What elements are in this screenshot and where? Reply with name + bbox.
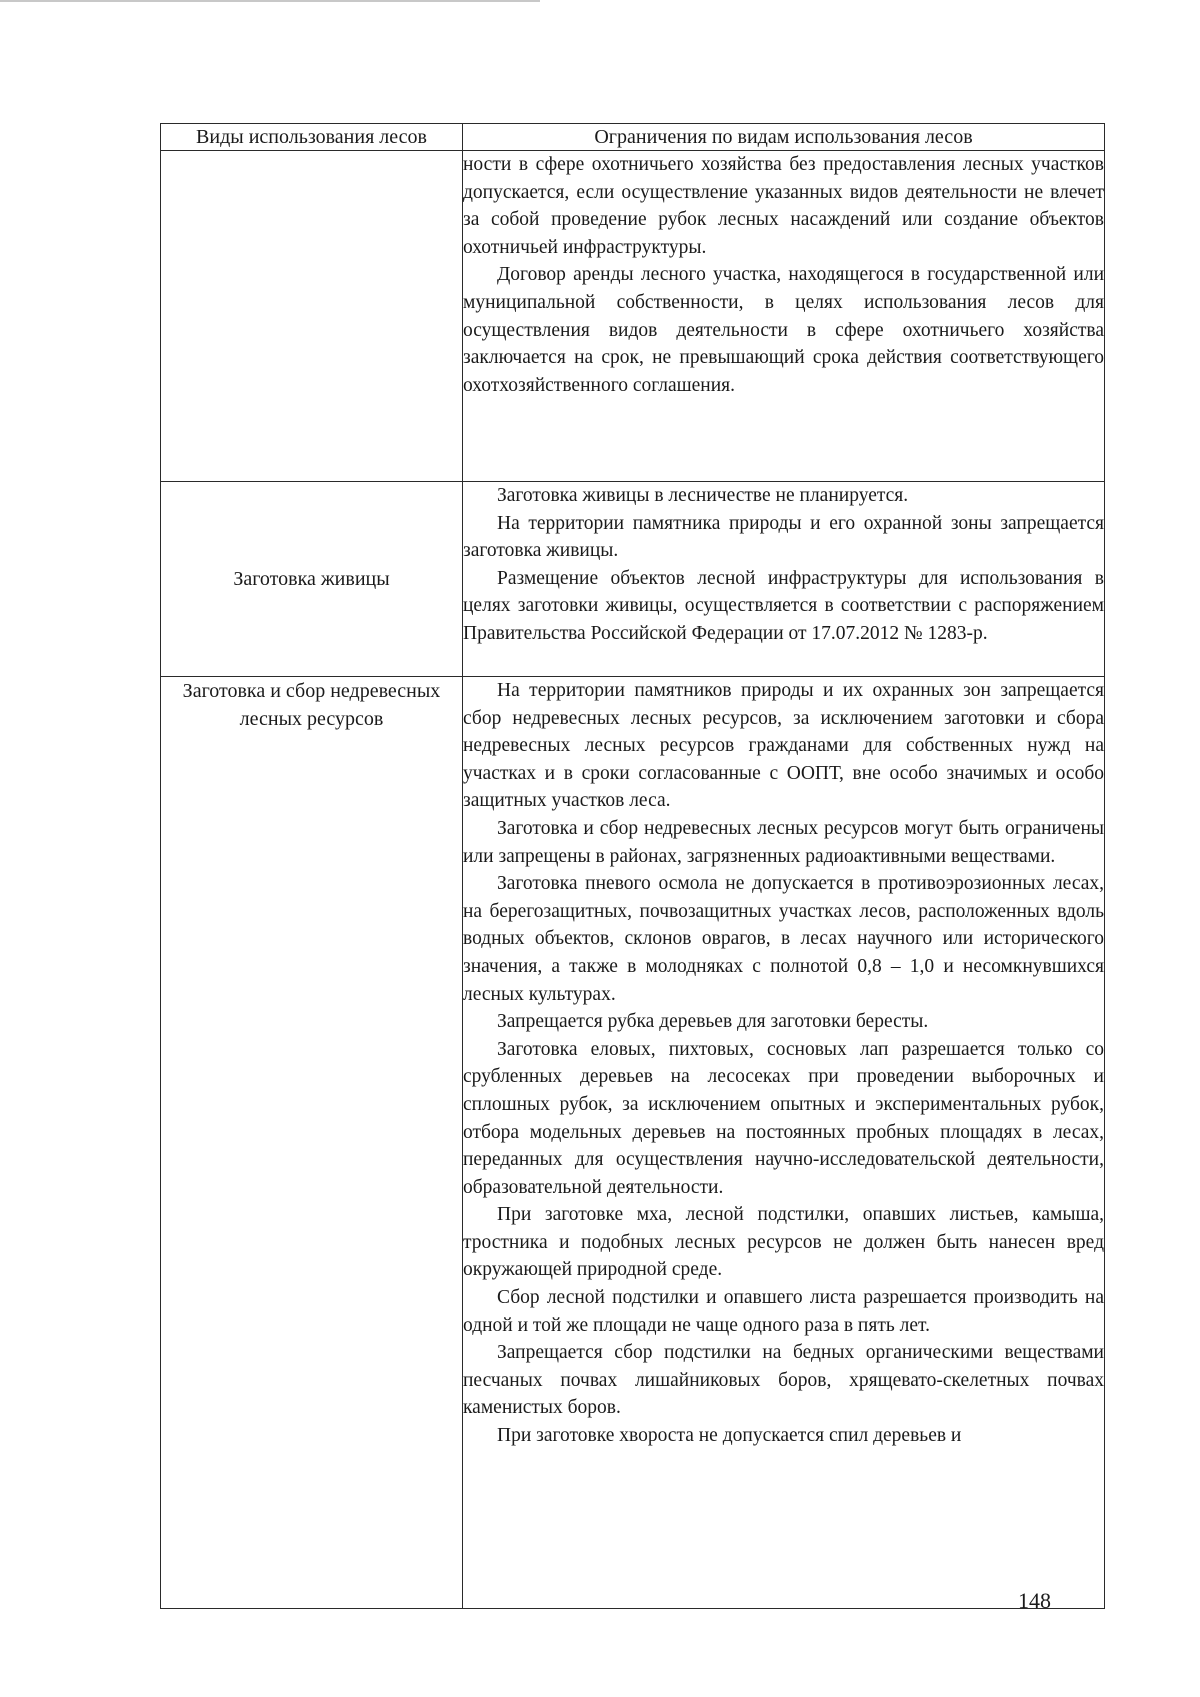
paragraph: На территории памятников природы и их охранных зон запрещается сбор недревесных лесных ресурсов, за исключением заготовки и сбора недревесных лесных ресурсов гражданами для собственных нужд на участках и в сроки согласованные с ООПТ, вне особо значимых и особо защитных участков леса.	[463, 680, 1104, 812]
restrictions-cell	[463, 482, 1105, 677]
paragraph: Запрещается рубка деревьев для заготовки бересты.	[497, 1011, 929, 1033]
scan-edge-line	[0, 0, 540, 2]
paragraph: При заготовке хвороста не допускается спил деревьев и	[497, 1425, 962, 1447]
forest-use-cell	[161, 151, 463, 482]
paragraph: Сбор лесной подстилки и опавшего листа разрешается производить на одной и той же площади не чаще одного раза в пять лет.	[463, 1287, 1104, 1336]
paragraph: Заготовка и сбор недревесных лесных ресурсов могут быть ограничены или запрещены в районах, загрязненных радиоактивными веществами.	[463, 817, 1104, 867]
forest-use-cell: Заготовка и сбор недревесных лесных ресурсов	[161, 677, 463, 1609]
forest-use-cell: Заготовка живицы	[161, 482, 463, 677]
paragraph: Заготовка живицы в лесничестве не планируется.	[497, 485, 909, 506]
paragraph: Запрещается сбор подстилки на бедных органическими веществами песчаных почвах лишайниковых боров, хрящевато-скелетных почвах каменистых боров.	[463, 1342, 1104, 1419]
paragraph: Заготовка пневого осмола не допускается в противоэрозионных лесах, на берегозащитных, почвозащитных участках лесов, расположенных вдоль водных объектов, склонов оврагов, в лесах научного или исторического значения, а также в молодняках с полнотой 0,8 – 1,0 и несомкнувшихся лесных культурах.	[463, 873, 1104, 1005]
paragraph: ности в сфере охотничьего хозяйства без предоставления лесных участков допускается, если осуществление указанных видов деятельности не влечет за собой проведение рубок лесных насаждений или создание объектов охотничьей инфраструктуры.	[463, 154, 1104, 258]
forest-use-restrictions-table	[160, 123, 1105, 1609]
paragraph: Договор аренды лесного участка, находящегося в государственной или муниципальной собственности, в целях использования лесов для осуществления видов деятельности в сфере охотничьего хозяйства заключается на срок, не превышающий срока действия соответствующего охотхозяйственного соглашения.	[463, 264, 1104, 396]
page-number: 148	[1018, 1588, 1051, 1613]
table-row	[161, 151, 1105, 482]
restrictions-cell	[463, 677, 1105, 1609]
paragraph: При заготовке мха, лесной подстилки, опавших листьев, камыша, тростника и подобных лесных ресурсов не должен быть нанесен вред окружающей природной среде.	[463, 1204, 1104, 1281]
paragraph: Размещение объектов лесной инфраструктуры для использования в целях заготовки живицы, осуществляется в соответствии с распоряжением Правительства Российской Федерации от 17.07.2012 № 1283-р.	[463, 567, 1104, 644]
header-restrictions: Ограничения по видам использования лесов	[463, 124, 1105, 151]
table-row	[161, 677, 1105, 1609]
paragraph: На территории памятника природы и его охранной зоны запрещается заготовка живицы.	[463, 512, 1104, 562]
restrictions-cell	[463, 151, 1105, 482]
header-forest-use-types: Виды использования лесов	[161, 124, 463, 151]
table-row	[161, 482, 1105, 677]
paragraph: Заготовка еловых, пихтовых, сосновых лап разрешается только со срубленных деревьев на лесосеках при проведении выборочных и сплошных рубок, за исключением опытных и экспериментальных рубок, отбора модельных деревьев на постоянных пробных площадях в лесах, переданных для осуществления научно-исследовательской деятельности, образовательной деятельности.	[463, 1038, 1104, 1198]
table-header-row	[161, 124, 1105, 151]
